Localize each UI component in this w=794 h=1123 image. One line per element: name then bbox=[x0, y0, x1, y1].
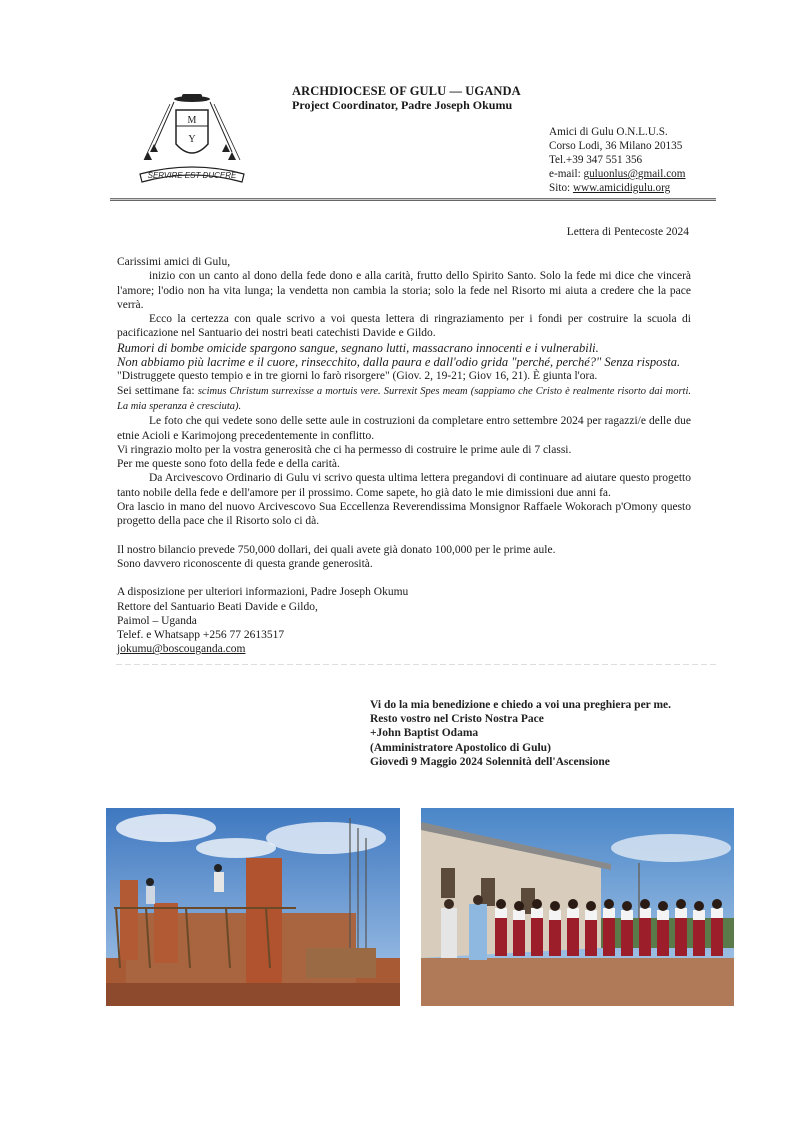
info-line-3: Paimol – Uganda bbox=[117, 614, 197, 627]
paragraph-6-latin: scimus Christum surrexisse a mortuis vere. Surrexit Spes meam (sappiamo che Cristo è realmente risorto dai morti. La mia speranza è cresciuta). bbox=[117, 385, 691, 412]
signature-line-5: Giovedì 9 Maggio 2024 Solennità dell'Ascensione bbox=[370, 755, 610, 768]
paragraph-6-lead: Sei settimane fa: bbox=[117, 384, 198, 397]
signature-block bbox=[370, 698, 671, 769]
signature-line-3: +John Baptist Odama bbox=[370, 727, 479, 740]
paragraph-3: Rumori di bombe omicide spargono sangue, segnano lutti, massacrano innocenti e i vulnerabili. bbox=[117, 340, 599, 355]
crest-letter-m: M bbox=[187, 115, 197, 126]
paragraph-13: Sono davvero riconoscente di questa grande generosità. bbox=[117, 557, 373, 570]
crest-icon bbox=[134, 92, 250, 184]
paragraph-8: Vi ringrazio molto per la vostra generosità che ci ha permesso di costruire le prime aule di 7 classi. bbox=[117, 443, 572, 456]
contact-org: Amici di Gulu O.N.L.U.S. bbox=[549, 126, 668, 138]
signature-line-4: (Amministratore Apostolico di Gulu) bbox=[370, 741, 551, 754]
info-line-2: Rettore del Santuario Beati Davide e Gildo, bbox=[117, 600, 318, 613]
paragraph-2: Ecco la certezza con quale scrivo a voi questa lettera di ringraziamento per i fondi per costruire la scuola di pacificazione nel Santuario dei nostri beati catechisti Davide e Gildo. bbox=[117, 313, 691, 340]
contact-address: Corso Lodi, 36 Milano 20135 bbox=[549, 140, 683, 152]
contact-site-label: Sito: bbox=[549, 182, 573, 194]
paragraph-9: Per me queste sono foto della fede e della carità. bbox=[117, 458, 340, 471]
header-title: ARCHDIOCESE OF GULU — UGANDA bbox=[292, 84, 521, 98]
info-line-4: Telef. e Whatsapp +256 77 2613517 bbox=[117, 629, 285, 642]
contact-site-row bbox=[549, 181, 685, 195]
scan-artifact-line bbox=[116, 664, 716, 665]
header-subtitle: Project Coordinator, Padre Joseph Okumu bbox=[292, 98, 513, 112]
contact-site-link[interactable]: www.amicidigulu.org bbox=[572, 182, 671, 194]
paragraph-4: Non abbiamo più lacrime e il cuore, rinsecchito, dalla paura e dall'odio grida "perché, perché?" Senza risposta. bbox=[117, 355, 681, 370]
info-line-1: A disposizione per ulteriori informazioni, Padre Joseph Okumu bbox=[117, 586, 409, 599]
contact-block bbox=[549, 125, 685, 195]
paragraph-5: "Distruggete questo tempio e in tre giorni lo farò risorgere" (Giov. 2, 19-21; Giov 16, 21). È giunta l'ora. bbox=[117, 370, 598, 383]
paragraph-1: inizio con un canto al dono della fede dono e alla carità, frutto dello Spirito Santo. Solo la fede mi dice che vincerà l'amore; l'odio non ha vita lunga; la vendetta non cambia la storia; solo la fede nel Risorto mi aiuta a credere che la pace verrà. bbox=[117, 270, 691, 311]
signature-line-1: Vi do la mia benedizione e chiedo a voi una preghiera per me. bbox=[370, 699, 672, 711]
construction-photo bbox=[106, 808, 400, 1006]
archdiocese-crest bbox=[134, 92, 250, 184]
contact-email-link[interactable]: guluonlus@gmail.com bbox=[583, 168, 686, 180]
crest-letter-y: Y bbox=[188, 134, 196, 145]
letter-body bbox=[117, 255, 691, 657]
paragraph-10: Da Arcivescovo Ordinario di Gulu vi scrivo questa ultima lettera pregandovi di continuare ad aiutare questo progetto tanto nobile della fede e dell'amore per il prossimo. Come sapete, ho già dato le mie dimissioni due anni fa. bbox=[117, 472, 691, 499]
contact-tel: Tel.+39 347 551 356 bbox=[549, 154, 643, 166]
contact-email-label: e-mail: bbox=[549, 168, 584, 180]
paragraph-6 bbox=[117, 384, 691, 415]
info-email-link[interactable]: jokumu@boscouganda.com bbox=[117, 643, 246, 656]
letter-greeting: Carissimi amici di Gulu, bbox=[117, 256, 231, 268]
signature-line-2: Resto vostro nel Cristo Nostra Pace bbox=[370, 713, 544, 726]
contact-email-row bbox=[549, 167, 685, 181]
paragraph-12: Il nostro bilancio prevede 750,000 dollari, dei quali avete già donato 100,000 per le prime aule. bbox=[117, 543, 556, 556]
letter-date-line: Lettera di Pentecoste 2024 bbox=[566, 226, 689, 238]
header-divider bbox=[110, 198, 716, 202]
crest-motto: SERVIRE EST DUCERE bbox=[147, 171, 237, 180]
paragraph-11: Ora lascio in mano del nuovo Arcivescovo Sua Eccellenza Reverendissima Monsignor Raffaele Wokorach p'Omony questo progetto della pace che il Risorto solo ci dà. bbox=[117, 501, 691, 528]
students-photo bbox=[421, 808, 734, 1006]
paragraph-7: Le foto che qui vedete sono delle sette aule in costruzioni da completare entro settembre 2024 per ragazzi/e delle due etnie Acioli e Karimojong precedentemente in conflitto. bbox=[117, 415, 691, 442]
